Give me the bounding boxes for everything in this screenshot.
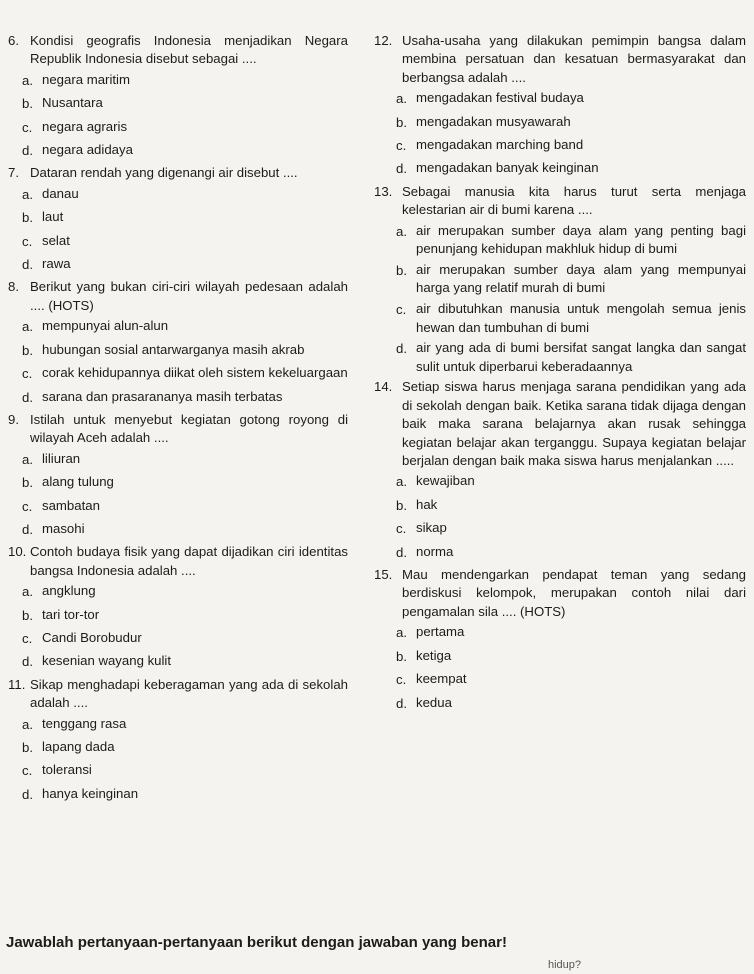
option-letter: b.: [396, 497, 407, 513]
answer-option: [8, 518, 348, 541]
question-12: [374, 32, 746, 181]
option-letter: b.: [396, 114, 407, 130]
answer-options: [8, 315, 348, 409]
answer-option: [374, 157, 746, 180]
answer-option: [8, 650, 348, 673]
option-letter: c.: [22, 119, 33, 135]
option-text: corak kehidupannya diikat oleh sistem kekeluargaan: [42, 365, 348, 381]
cut-off-text: hidup?: [548, 959, 582, 971]
answer-options: [374, 621, 746, 715]
option-text: Candi Borobudur: [42, 629, 142, 645]
question-text: Setiap siswa harus menjaga sarana pendidikan yang ada di sekolah dengan baik. Ketika sarana tidak dijaga dengan baik maka sarana belajarnya akan rusak sehingga kegiatan belajar akan terganggu. Supaya kegiatan belajar berjalan dengan baik maka siswa harus menjalankan .....: [402, 379, 746, 469]
option-letter: b.: [22, 607, 33, 623]
option-text: masohi: [42, 520, 85, 536]
option-text: kesenian wayang kulit: [42, 653, 172, 669]
answer-option: [8, 253, 348, 276]
option-text: hak: [416, 496, 438, 512]
option-text: ketiga: [416, 647, 452, 663]
option-text: air merupakan sumber daya alam yang mempunyai harga yang relatif murah di bumi: [416, 261, 746, 296]
answer-option: [8, 183, 348, 206]
question-14: [374, 378, 746, 564]
option-letter: c.: [396, 521, 407, 537]
question-stem: [374, 32, 746, 87]
option-letter: a.: [396, 91, 407, 107]
section-heading: Jawablah pertanyaan-pertanyaan berikut dengan jawaban yang benar!: [6, 934, 507, 951]
option-text: laut: [42, 209, 64, 225]
option-text: negara agraris: [42, 118, 128, 134]
option-letter: c.: [22, 763, 33, 779]
option-letter: b.: [396, 648, 407, 664]
option-letter: d.: [396, 544, 407, 560]
answer-options: [8, 713, 348, 807]
answer-option: [8, 386, 348, 409]
question-number: 9.: [8, 411, 19, 427]
option-text: tenggang rasa: [42, 715, 127, 731]
answer-option: [8, 604, 348, 627]
option-letter: c.: [396, 138, 407, 154]
answer-option: [8, 116, 348, 139]
answer-option: [8, 139, 348, 162]
option-letter: d.: [22, 786, 33, 802]
question-number: 7.: [8, 165, 19, 181]
option-letter: b.: [22, 740, 33, 755]
option-text: mengadakan banyak keinginan: [416, 160, 599, 176]
answer-option: [374, 470, 746, 493]
option-letter: a.: [396, 474, 407, 490]
option-letter: d.: [22, 257, 33, 273]
answer-option: [374, 220, 746, 259]
option-text: danau: [42, 185, 79, 201]
option-text: liliuran: [42, 450, 81, 466]
answer-option: [374, 134, 746, 157]
option-text: negara maritim: [42, 71, 130, 87]
option-text: air yang ada di bumi bersifat sangat langka dan sangat sulit untuk diperbarui keberadaannya: [416, 340, 746, 374]
option-text: kedua: [416, 694, 452, 710]
option-text: pertama: [416, 624, 465, 640]
option-text: norma: [416, 543, 454, 559]
answer-option: [374, 111, 746, 134]
question-stem: [374, 183, 746, 220]
option-text: lapang dada: [42, 739, 115, 754]
question-stem: [8, 411, 348, 448]
answer-option: [8, 362, 348, 385]
question-text: Mau mendengarkan pendapat teman yang sedang berdiskusi kelompok, merupakan contoh nilai dari pengamalan sila .... (HOTS): [402, 567, 746, 619]
answer-options: [8, 580, 348, 674]
answer-option: [8, 230, 348, 253]
answer-option: [8, 339, 348, 362]
answer-option: [374, 541, 746, 564]
option-letter: c.: [396, 672, 407, 688]
question-stem: [374, 378, 746, 470]
answer-option: [374, 494, 746, 517]
answer-options: [8, 69, 348, 163]
option-text: alang tulung: [42, 474, 114, 490]
question-stem: [8, 676, 348, 713]
option-letter: d.: [396, 695, 407, 711]
option-letter: b.: [22, 342, 33, 358]
right-column: [374, 32, 746, 715]
question-number: 13.: [374, 183, 393, 199]
option-text: air dibutuhkan manusia untuk mengolah semua jenis hewan dan tumbuhan di bumi: [416, 301, 746, 335]
option-letter: d.: [22, 654, 33, 670]
option-letter: c.: [22, 630, 33, 646]
left-column: [8, 32, 348, 806]
option-letter: c.: [22, 498, 33, 514]
question-stem: [8, 278, 348, 315]
question-text: Berikut yang bukan ciri-ciri wilayah pedesaan adalah .... (HOTS): [30, 279, 348, 313]
option-text: sambatan: [42, 497, 100, 513]
question-number: 8.: [8, 279, 19, 295]
answer-option: [8, 783, 348, 806]
question-7: [8, 164, 348, 276]
question-8: [8, 278, 348, 408]
answer-option: [8, 206, 348, 229]
option-letter: a.: [22, 584, 33, 600]
answer-option: [8, 69, 348, 92]
option-text: rawa: [42, 256, 71, 272]
question-stem: [8, 164, 348, 182]
question-number: 6.: [8, 33, 19, 48]
option-text: sarana dan prasarananya masih terbatas: [42, 388, 283, 404]
option-text: negara adidaya: [42, 142, 133, 158]
option-text: selat: [42, 232, 70, 248]
answer-option: [8, 580, 348, 603]
question-stem: [8, 32, 348, 69]
answer-options: [8, 448, 348, 542]
option-letter: a.: [396, 625, 407, 641]
answer-option: [374, 668, 746, 691]
answer-option: [8, 713, 348, 736]
question-6: [8, 32, 348, 162]
question-15: [374, 566, 746, 715]
option-text: kewajiban: [416, 473, 475, 489]
question-number: 14.: [374, 379, 393, 395]
option-letter: a.: [22, 451, 33, 467]
answer-option: [8, 471, 348, 494]
option-letter: a.: [22, 716, 33, 732]
question-10: [8, 543, 348, 673]
question-number: 10.: [8, 544, 27, 560]
option-letter: a.: [396, 223, 407, 239]
option-letter: d.: [22, 143, 33, 159]
option-letter: a.: [22, 186, 33, 202]
answer-option: [8, 736, 348, 759]
option-letter: c.: [396, 302, 407, 318]
answer-option: [8, 92, 348, 115]
answer-option: [374, 692, 746, 715]
option-text: mengadakan marching band: [416, 137, 584, 153]
option-letter: b.: [22, 210, 33, 226]
answer-option: [8, 627, 348, 650]
question-number: 12.: [374, 33, 393, 48]
question-text: Dataran rendah yang digenangi air disebut ....: [30, 165, 298, 181]
answer-option: [8, 759, 348, 782]
option-text: mempunyai alun-alun: [42, 318, 169, 334]
option-text: hubungan sosial antarwarganya masih akrab: [42, 341, 305, 357]
option-letter: d.: [22, 389, 33, 405]
answer-option: [8, 495, 348, 518]
question-text: Sikap menghadapi keberagaman yang ada di sekolah adalah ....: [30, 676, 348, 711]
option-text: toleransi: [42, 762, 92, 778]
answer-option: [374, 645, 746, 668]
answer-options: [374, 87, 746, 181]
option-letter: c.: [22, 366, 33, 382]
answer-option: [8, 448, 348, 471]
option-text: hanya keinginan: [42, 785, 139, 801]
option-letter: b.: [396, 262, 407, 278]
option-text: angklung: [42, 583, 96, 599]
option-text: keempat: [416, 671, 467, 687]
answer-option: [374, 259, 746, 298]
question-11: [8, 676, 348, 806]
option-letter: b.: [22, 96, 33, 112]
option-letter: a.: [22, 319, 33, 335]
answer-option: [374, 298, 746, 337]
question-text: Kondisi geografis Indonesia menjadikan Negara Republik Indonesia disebut sebagai ....: [30, 33, 348, 67]
question-stem: [8, 543, 348, 580]
option-letter: b.: [22, 475, 33, 491]
answer-options: [374, 470, 746, 564]
answer-option: [374, 337, 746, 376]
option-letter: d.: [396, 341, 407, 357]
answer-options: [8, 183, 348, 277]
question-text: Sebagai manusia kita harus turut serta menjaga kelestarian air di bumi karena ....: [402, 183, 746, 218]
question-stem: [374, 566, 746, 621]
option-text: sikap: [416, 520, 447, 536]
question-text: Contoh budaya fisik yang dapat dijadikan ciri identitas bangsa Indonesia adalah ....: [30, 544, 348, 578]
option-text: mengadakan musyawarah: [416, 113, 571, 129]
question-number: 11.: [8, 676, 26, 692]
question-13: [374, 183, 746, 377]
answer-option: [374, 621, 746, 644]
answer-options: [374, 220, 746, 377]
answer-option: [8, 315, 348, 338]
option-letter: a.: [22, 72, 33, 88]
option-text: mengadakan festival budaya: [416, 90, 584, 106]
option-letter: c.: [22, 233, 33, 249]
answer-option: [374, 517, 746, 540]
option-letter: d.: [22, 521, 33, 537]
question-text: Istilah untuk menyebut kegiatan gotong royong di wilayah Aceh adalah ....: [30, 411, 348, 446]
option-text: air merupakan sumber daya alam yang penting bagi penunjang kehidupan makhluk hidup di bumi: [416, 222, 746, 257]
question-text: Usaha-usaha yang dilakukan pemimpin bangsa dalam membina persatuan dan kesatuan bermasyarakat dan berbangsa adalah ....: [402, 33, 746, 85]
question-9: [8, 411, 348, 541]
option-letter: d.: [396, 161, 407, 177]
option-text: Nusantara: [42, 95, 103, 111]
question-number: 15.: [374, 567, 393, 583]
option-text: tari tor-tor: [42, 606, 100, 622]
answer-option: [374, 87, 746, 110]
